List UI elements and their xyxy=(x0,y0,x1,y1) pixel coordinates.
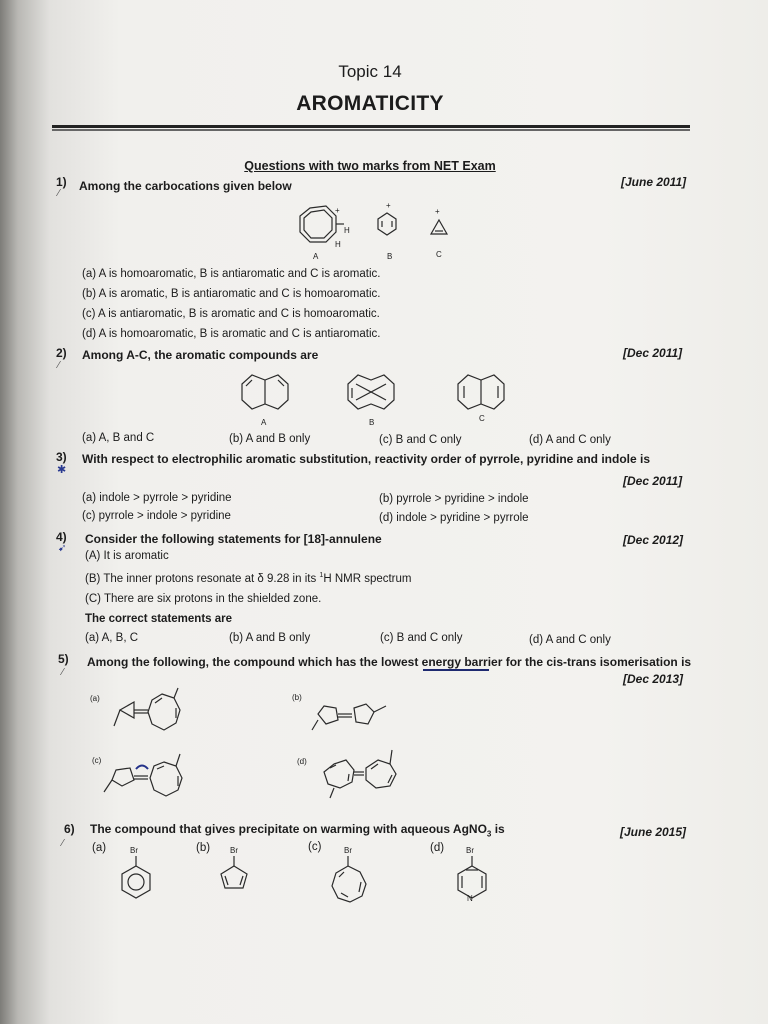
q2-label-b: B xyxy=(369,418,375,427)
q1-label-c: C xyxy=(436,250,442,259)
q3-option-c: (c) pyrrole > indole > pyridine xyxy=(82,510,231,522)
q1-structure-c xyxy=(429,218,449,238)
q6-number: 6) xyxy=(64,822,75,836)
q1-number: 1) xyxy=(56,175,67,189)
q5-structure-d xyxy=(318,744,408,800)
q2-label-a: A xyxy=(261,418,267,427)
q6-label-b: (b) xyxy=(196,842,211,854)
q2-ref: [Dec 2011] xyxy=(623,346,683,360)
q1-structure-b xyxy=(374,210,400,238)
q6-d-nitrogen: N xyxy=(467,894,473,903)
q2-option-a: (a) A, B and C xyxy=(82,432,155,444)
pen-underline xyxy=(423,669,489,671)
q2-option-c: (c) B and C only xyxy=(379,434,462,446)
q5-structure-b xyxy=(310,694,390,734)
q4-text: Consider the following statements for [18]-annulene xyxy=(85,532,382,546)
q1-structure-a xyxy=(290,200,350,250)
q6-structure-a xyxy=(116,856,156,902)
q2-option-b: (b) A and B only xyxy=(229,433,311,445)
pen-mark: ⁄ xyxy=(58,360,60,371)
q6-c-br: Br xyxy=(344,846,352,855)
q6-structure-c xyxy=(326,856,370,906)
q3-number: 3) xyxy=(56,450,67,464)
q3-text: With respect to electrophilic aromatic substitution, reactivity order of pyrrole, pyridine and indole is xyxy=(82,452,651,466)
q4-option-c: (c) B and C only xyxy=(380,632,463,644)
q5-text: Among the following, the compound which has the lowest energy barrier for the cis-trans isomerisation is xyxy=(87,655,692,669)
q5-ref: [Dec 2013] xyxy=(623,672,684,686)
q4-statement-b: (B) The inner protons resonate at δ 9.28 in its $^1$H NMR spectrum xyxy=(85,572,412,585)
q1-option-a: (a) A is homoaromatic, B is antiaromatic and C is aromatic. xyxy=(82,268,381,280)
q1-label-a: A xyxy=(313,252,319,261)
q1-label-b: B xyxy=(387,252,393,261)
q6-d-br: Br xyxy=(466,846,474,855)
title-rule-thin xyxy=(52,129,690,131)
q1-option-b: (b) A is aromatic, B is antiaromatic and C is homoaromatic. xyxy=(82,288,381,300)
q3-ref: [Dec 2011] xyxy=(623,474,683,488)
q3-option-b: (b) pyrrole > pyridine > indole xyxy=(379,493,529,505)
pen-mark: ✱ xyxy=(57,464,67,476)
pen-mark: ⁄ xyxy=(58,188,60,199)
page-title: AROMATICITY xyxy=(296,92,444,115)
q2-text: Among A-C, the aromatic compounds are xyxy=(82,348,319,362)
q1-option-c: (c) A is antiaromatic, B is aromatic and C is homoaromatic. xyxy=(82,308,380,320)
q5-structure-a xyxy=(110,686,190,738)
q5-label-d: (d) xyxy=(297,757,307,766)
q2-structure-b xyxy=(340,370,402,416)
q6-a-br: Br xyxy=(130,846,138,855)
q6-label-a: (a) xyxy=(92,842,107,854)
q4-statement-a: (A) It is aromatic xyxy=(85,550,169,562)
q1-b-plus: + xyxy=(386,201,391,210)
q6-ref: [June 2015] xyxy=(620,825,687,839)
q2-option-d: (d) A and C only xyxy=(529,434,611,446)
q6-label-c: (c) xyxy=(308,841,322,853)
q2-label-c: C xyxy=(479,414,485,423)
title-rule xyxy=(52,125,690,128)
section-subheading: Questions with two marks from NET Exam xyxy=(244,159,496,173)
q4-option-b: (b) A and B only xyxy=(229,632,311,644)
q6-label-d: (d) xyxy=(430,842,445,854)
q2-structure-c xyxy=(450,370,512,416)
q5-label-c: (c) xyxy=(92,756,102,765)
q5-label-a: (a) xyxy=(90,694,100,703)
q6-b-br: Br xyxy=(230,846,238,855)
q2-structure-a xyxy=(234,370,296,416)
pen-mark: ➹ xyxy=(58,543,67,554)
q1-ref: [June 2011] xyxy=(621,175,687,189)
q4-statement-c: (C) There are six protons in the shielded zone. xyxy=(85,593,322,605)
q1-a-plus: + xyxy=(335,206,340,215)
q5-number: 5) xyxy=(58,652,69,666)
q2-number: 2) xyxy=(56,346,67,360)
topic-label: Topic 14 xyxy=(338,62,402,81)
q3-option-d: (d) indole > pyridine > pyrrole xyxy=(379,512,529,524)
q4-option-d: (d) A and C only xyxy=(529,634,611,646)
q6-text: The compound that gives precipitate on warming with aqueous AgNO$_3$ is xyxy=(90,822,505,839)
pen-mark: ⁄ xyxy=(62,838,64,849)
q1-option-d: (d) A is homoaromatic, B is aromatic and C is antiaromatic. xyxy=(82,328,381,340)
q4-option-a: (a) A, B, C xyxy=(85,632,139,644)
q1-a-h1: H xyxy=(344,226,350,235)
q1-a-h2: H xyxy=(335,240,341,249)
q3-option-a: (a) indole > pyrrole > pyridine xyxy=(82,492,232,504)
q5-label-b: (b) xyxy=(292,693,302,702)
q4-number: 4) xyxy=(56,530,67,544)
q5-structure-c xyxy=(102,752,198,800)
pen-mark: ⁄ xyxy=(62,667,64,678)
q1-c-plus: + xyxy=(435,207,440,216)
q4-correct-label: The correct statements are xyxy=(85,613,233,625)
q6-structure-b xyxy=(216,856,256,896)
q1-text: Among the carbocations given below xyxy=(79,179,292,193)
q4-ref: [Dec 2012] xyxy=(623,533,684,547)
